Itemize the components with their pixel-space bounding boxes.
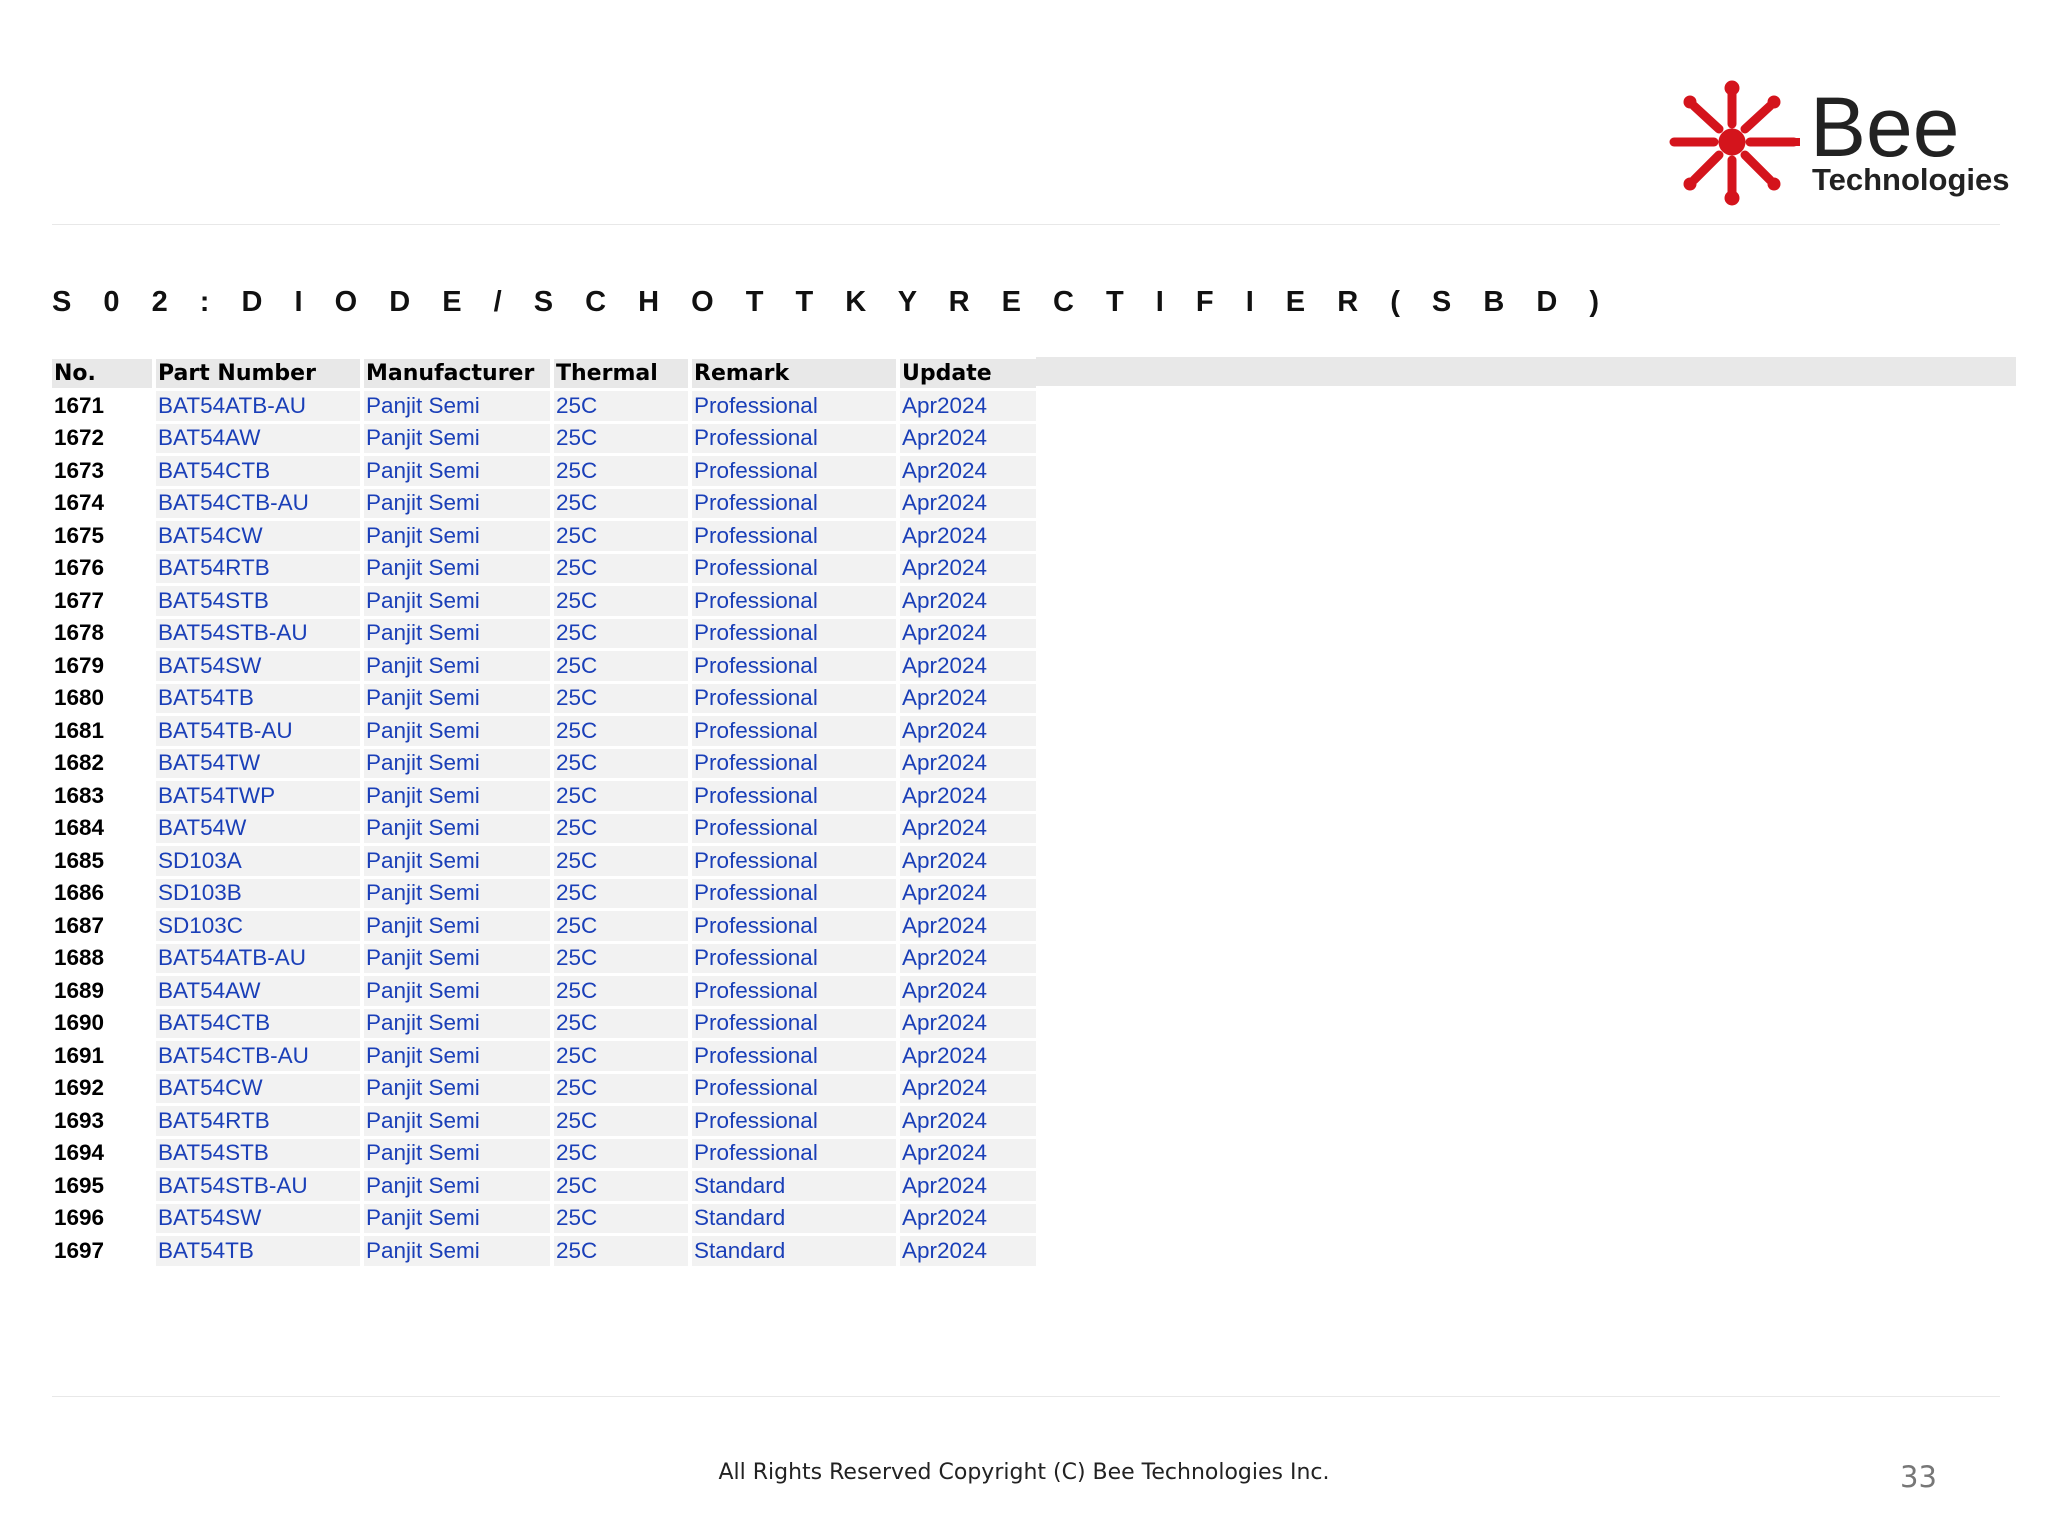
cell-part-number[interactable]: SD103C bbox=[156, 911, 360, 941]
cell-no: 1692 bbox=[54, 1075, 105, 1100]
cell-update[interactable]: Apr2024 bbox=[900, 1041, 1036, 1071]
cell-no: 1674 bbox=[54, 490, 105, 515]
cell-update[interactable]: Apr2024 bbox=[900, 391, 1036, 421]
cell-manufacturer[interactable]: Panjit Semi bbox=[364, 424, 550, 454]
cell-no: 1686 bbox=[54, 880, 105, 905]
cell-part-number[interactable]: BAT54CTB-AU bbox=[156, 489, 360, 519]
cell-no: 1694 bbox=[54, 1140, 105, 1165]
table-body bbox=[52, 391, 1036, 1266]
table-row bbox=[52, 814, 1036, 844]
cell-remark[interactable]: Professional bbox=[692, 1041, 896, 1071]
cell-no: 1685 bbox=[54, 847, 105, 873]
cell-manufacturer[interactable]: Panjit Semi bbox=[364, 684, 550, 714]
cell-remark[interactable]: Professional bbox=[692, 1009, 896, 1039]
cell-no: 1675 bbox=[54, 522, 105, 548]
cell-update[interactable]: Apr2024 bbox=[900, 521, 1036, 551]
cell-manufacturer[interactable]: Panjit Semi bbox=[364, 651, 550, 681]
cell-no: 1679 bbox=[54, 652, 105, 678]
cell-update[interactable]: Apr2024 bbox=[900, 424, 1036, 454]
cell-manufacturer[interactable]: Panjit Semi bbox=[364, 814, 550, 844]
cell-part-number[interactable]: BAT54STB bbox=[156, 586, 360, 616]
cell-thermal[interactable]: 25C bbox=[554, 879, 688, 909]
cell-remark[interactable]: Professional bbox=[692, 1106, 896, 1136]
cell-manufacturer[interactable]: Panjit Semi bbox=[364, 489, 550, 519]
cell-manufacturer[interactable]: Panjit Semi bbox=[364, 976, 550, 1006]
table-row bbox=[52, 944, 1036, 974]
cell-thermal[interactable]: 25C bbox=[554, 944, 688, 974]
bee-logo-graphic bbox=[1660, 80, 2020, 210]
cell-part-number[interactable]: BAT54CW bbox=[156, 1074, 360, 1104]
cell-thermal[interactable]: 25C bbox=[554, 651, 688, 681]
cell-no: 1697 bbox=[54, 1237, 105, 1263]
cell-manufacturer[interactable]: Panjit Semi bbox=[364, 1074, 550, 1104]
cell-thermal[interactable]: 25C bbox=[554, 1106, 688, 1136]
cell-update[interactable]: Apr2024 bbox=[900, 1204, 1036, 1234]
cell-no: 1687 bbox=[54, 912, 105, 938]
table-row bbox=[52, 684, 1036, 714]
table-row bbox=[52, 456, 1036, 486]
cell-manufacturer[interactable]: Panjit Semi bbox=[364, 781, 550, 811]
table-row bbox=[52, 749, 1036, 779]
column-header-remark: Remark bbox=[692, 359, 896, 388]
cell-part-number[interactable]: BAT54TB bbox=[156, 684, 360, 714]
cell-thermal[interactable]: 25C bbox=[554, 1009, 688, 1039]
table-row bbox=[52, 1041, 1036, 1071]
cell-manufacturer[interactable]: Panjit Semi bbox=[364, 1106, 550, 1136]
table-row bbox=[52, 489, 1036, 519]
cell-remark[interactable]: Professional bbox=[692, 749, 896, 779]
cell-thermal[interactable]: 25C bbox=[554, 489, 688, 519]
cell-part-number[interactable]: BAT54SW bbox=[156, 1204, 360, 1234]
cell-part-number[interactable]: BAT54CTB bbox=[156, 1009, 360, 1039]
cell-remark[interactable]: Professional bbox=[692, 521, 896, 551]
cell-update[interactable]: Apr2024 bbox=[900, 1171, 1036, 1201]
copyright-text: All Rights Reserved Copyright (C) Bee Technologies Inc. bbox=[718, 1460, 1330, 1485]
cell-remark[interactable]: Professional bbox=[692, 391, 896, 421]
cell-thermal[interactable]: 25C bbox=[554, 456, 688, 486]
cell-no: 1684 bbox=[54, 815, 105, 840]
cell-remark[interactable]: Professional bbox=[692, 879, 896, 909]
cell-thermal[interactable]: 25C bbox=[554, 749, 688, 779]
logo-word: Bee bbox=[1810, 80, 1960, 174]
cell-thermal[interactable]: 25C bbox=[554, 521, 688, 551]
table-row bbox=[52, 781, 1036, 811]
table-row bbox=[52, 1171, 1036, 1201]
column-header-part-number: Part Number bbox=[156, 359, 360, 388]
cell-no: 1671 bbox=[54, 392, 105, 418]
cell-update[interactable]: Apr2024 bbox=[900, 749, 1036, 779]
cell-manufacturer[interactable]: Panjit Semi bbox=[364, 846, 550, 876]
header-divider bbox=[52, 224, 2000, 225]
cell-remark[interactable]: Standard bbox=[692, 1236, 896, 1266]
cell-remark[interactable]: Professional bbox=[692, 456, 896, 486]
table-row bbox=[52, 391, 1036, 421]
cell-part-number[interactable]: BAT54TB bbox=[156, 1236, 360, 1266]
cell-part-number[interactable]: BAT54SW bbox=[156, 651, 360, 681]
page-number: 33 bbox=[1900, 1460, 1937, 1494]
cell-part-number[interactable]: BAT54AW bbox=[156, 976, 360, 1006]
cell-thermal[interactable]: 25C bbox=[554, 716, 688, 746]
cell-remark[interactable]: Professional bbox=[692, 846, 896, 876]
cell-part-number[interactable]: BAT54CTB bbox=[156, 456, 360, 486]
footer-divider bbox=[52, 1396, 2000, 1397]
cell-remark[interactable]: Standard bbox=[692, 1171, 896, 1201]
table-row bbox=[52, 1236, 1036, 1266]
cell-manufacturer[interactable]: Panjit Semi bbox=[364, 1171, 550, 1201]
cell-thermal[interactable]: 25C bbox=[554, 1041, 688, 1071]
cell-remark[interactable]: Professional bbox=[692, 976, 896, 1006]
parts-table bbox=[48, 356, 1040, 1269]
cell-part-number[interactable]: BAT54CTB-AU bbox=[156, 1041, 360, 1071]
column-header-no: No. bbox=[52, 359, 152, 388]
table-row bbox=[52, 1106, 1036, 1136]
table-row bbox=[52, 879, 1036, 909]
cell-manufacturer[interactable]: Panjit Semi bbox=[364, 521, 550, 551]
starburst-icon bbox=[1674, 81, 1800, 205]
cell-update[interactable]: Apr2024 bbox=[900, 911, 1036, 941]
cell-manufacturer[interactable]: Panjit Semi bbox=[364, 586, 550, 616]
cell-part-number[interactable]: BAT54TWP bbox=[156, 781, 360, 811]
column-header-manufacturer: Manufacturer bbox=[364, 359, 550, 388]
cell-thermal[interactable]: 25C bbox=[554, 1236, 688, 1266]
cell-part-number[interactable]: BAT54ATB-AU bbox=[156, 391, 360, 421]
cell-no: 1690 bbox=[54, 1010, 105, 1035]
table-row bbox=[52, 846, 1036, 876]
table-row bbox=[52, 716, 1036, 746]
cell-part-number[interactable]: BAT54CW bbox=[156, 521, 360, 551]
cell-part-number[interactable]: BAT54RTB bbox=[156, 554, 360, 584]
cell-remark[interactable]: Professional bbox=[692, 651, 896, 681]
cell-thermal[interactable]: 25C bbox=[554, 911, 688, 941]
cell-update[interactable]: Apr2024 bbox=[900, 684, 1036, 714]
cell-manufacturer[interactable]: Panjit Semi bbox=[364, 456, 550, 486]
cell-update[interactable]: Apr2024 bbox=[900, 554, 1036, 584]
table-row bbox=[52, 651, 1036, 681]
cell-remark[interactable]: Professional bbox=[692, 911, 896, 941]
cell-thermal[interactable]: 25C bbox=[554, 554, 688, 584]
cell-no: 1693 bbox=[54, 1107, 105, 1133]
section-title: S 0 2 : D I O D E / S C H O T T K Y R E C T I F I E R ( S B D ) bbox=[52, 286, 1611, 318]
cell-no: 1673 bbox=[54, 457, 105, 483]
cell-manufacturer[interactable]: Panjit Semi bbox=[364, 1236, 550, 1266]
cell-part-number[interactable]: SD103B bbox=[156, 879, 360, 909]
cell-part-number[interactable]: BAT54TW bbox=[156, 749, 360, 779]
cell-no: 1680 bbox=[54, 685, 105, 710]
cell-part-number[interactable]: BAT54STB-AU bbox=[156, 1171, 360, 1201]
cell-remark[interactable]: Professional bbox=[692, 424, 896, 454]
cell-update[interactable]: Apr2024 bbox=[900, 586, 1036, 616]
cell-no: 1688 bbox=[54, 945, 105, 970]
cell-remark[interactable]: Professional bbox=[692, 1074, 896, 1104]
cell-no: 1682 bbox=[54, 750, 105, 775]
cell-thermal[interactable]: 25C bbox=[554, 424, 688, 454]
cell-part-number[interactable]: BAT54STB bbox=[156, 1139, 360, 1169]
cell-update[interactable]: Apr2024 bbox=[900, 814, 1036, 844]
cell-part-number[interactable]: SD103A bbox=[156, 846, 360, 876]
cell-update[interactable]: Apr2024 bbox=[900, 781, 1036, 811]
column-header-update: Update bbox=[900, 359, 1036, 388]
cell-no: 1676 bbox=[54, 555, 105, 580]
table-row bbox=[52, 619, 1036, 649]
cell-update[interactable]: Apr2024 bbox=[900, 456, 1036, 486]
cell-update[interactable]: Apr2024 bbox=[900, 1009, 1036, 1039]
cell-manufacturer[interactable]: Panjit Semi bbox=[364, 391, 550, 421]
table-header-band bbox=[1036, 357, 2016, 386]
cell-thermal[interactable]: 25C bbox=[554, 1139, 688, 1169]
table-row bbox=[52, 521, 1036, 551]
cell-manufacturer[interactable]: Panjit Semi bbox=[364, 1041, 550, 1071]
cell-manufacturer[interactable]: Panjit Semi bbox=[364, 716, 550, 746]
cell-remark[interactable]: Professional bbox=[692, 586, 896, 616]
table-row bbox=[52, 1204, 1036, 1234]
cell-remark[interactable]: Standard bbox=[692, 1204, 896, 1234]
cell-thermal[interactable]: 25C bbox=[554, 391, 688, 421]
cell-update[interactable]: Apr2024 bbox=[900, 944, 1036, 974]
cell-update[interactable]: Apr2024 bbox=[900, 846, 1036, 876]
cell-remark[interactable]: Professional bbox=[692, 619, 896, 649]
cell-update[interactable]: Apr2024 bbox=[900, 1074, 1036, 1104]
cell-part-number[interactable]: BAT54AW bbox=[156, 424, 360, 454]
cell-remark[interactable]: Professional bbox=[692, 554, 896, 584]
table-row bbox=[52, 976, 1036, 1006]
cell-update[interactable]: Apr2024 bbox=[900, 879, 1036, 909]
cell-manufacturer[interactable]: Panjit Semi bbox=[364, 911, 550, 941]
cell-remark[interactable]: Professional bbox=[692, 1139, 896, 1169]
cell-part-number[interactable]: BAT54W bbox=[156, 814, 360, 844]
table-row bbox=[52, 424, 1036, 454]
cell-update[interactable]: Apr2024 bbox=[900, 619, 1036, 649]
cell-no: 1695 bbox=[54, 1172, 105, 1198]
cell-thermal[interactable]: 25C bbox=[554, 1171, 688, 1201]
cell-no: 1691 bbox=[54, 1042, 105, 1068]
cell-manufacturer[interactable]: Panjit Semi bbox=[364, 749, 550, 779]
cell-no: 1683 bbox=[54, 782, 105, 808]
cell-manufacturer[interactable]: Panjit Semi bbox=[364, 944, 550, 974]
table-row bbox=[52, 554, 1036, 584]
cell-remark[interactable]: Professional bbox=[692, 944, 896, 974]
cell-manufacturer[interactable]: Panjit Semi bbox=[364, 619, 550, 649]
cell-thermal[interactable]: 25C bbox=[554, 586, 688, 616]
cell-no: 1678 bbox=[54, 620, 105, 645]
cell-part-number[interactable]: BAT54ATB-AU bbox=[156, 944, 360, 974]
cell-thermal[interactable]: 25C bbox=[554, 1074, 688, 1104]
cell-update[interactable]: Apr2024 bbox=[900, 1106, 1036, 1136]
table-header-row bbox=[52, 359, 1036, 388]
cell-no: 1696 bbox=[54, 1205, 105, 1230]
cell-manufacturer[interactable]: Panjit Semi bbox=[364, 1139, 550, 1169]
cell-remark[interactable]: Professional bbox=[692, 814, 896, 844]
cell-update[interactable]: Apr2024 bbox=[900, 489, 1036, 519]
cell-no: 1689 bbox=[54, 977, 105, 1003]
cell-manufacturer[interactable]: Panjit Semi bbox=[364, 879, 550, 909]
cell-part-number[interactable]: BAT54RTB bbox=[156, 1106, 360, 1136]
cell-remark[interactable]: Professional bbox=[692, 489, 896, 519]
cell-thermal[interactable]: 25C bbox=[554, 619, 688, 649]
cell-thermal[interactable]: 25C bbox=[554, 976, 688, 1006]
table-row bbox=[52, 1139, 1036, 1169]
table-row bbox=[52, 586, 1036, 616]
cell-remark[interactable]: Professional bbox=[692, 716, 896, 746]
cell-update[interactable]: Apr2024 bbox=[900, 1236, 1036, 1266]
cell-thermal[interactable]: 25C bbox=[554, 781, 688, 811]
table-row bbox=[52, 1074, 1036, 1104]
cell-no: 1677 bbox=[54, 587, 105, 613]
cell-update[interactable]: Apr2024 bbox=[900, 651, 1036, 681]
cell-thermal[interactable]: 25C bbox=[554, 846, 688, 876]
cell-remark[interactable]: Professional bbox=[692, 781, 896, 811]
cell-no: 1672 bbox=[54, 425, 105, 450]
cell-manufacturer[interactable]: Panjit Semi bbox=[364, 1204, 550, 1234]
table-row bbox=[52, 1009, 1036, 1039]
cell-update[interactable]: Apr2024 bbox=[900, 716, 1036, 746]
cell-update[interactable]: Apr2024 bbox=[900, 976, 1036, 1006]
cell-manufacturer[interactable]: Panjit Semi bbox=[364, 554, 550, 584]
cell-part-number[interactable]: BAT54STB-AU bbox=[156, 619, 360, 649]
cell-no: 1681 bbox=[54, 717, 105, 743]
cell-part-number[interactable]: BAT54TB-AU bbox=[156, 716, 360, 746]
cell-thermal[interactable]: 25C bbox=[554, 814, 688, 844]
cell-update[interactable]: Apr2024 bbox=[900, 1139, 1036, 1169]
logo-subword: Technologies bbox=[1812, 162, 2010, 197]
column-header-thermal: Thermal bbox=[554, 359, 688, 388]
cell-manufacturer[interactable]: Panjit Semi bbox=[364, 1009, 550, 1039]
table-row bbox=[52, 911, 1036, 941]
bee-technologies-logo bbox=[1660, 80, 2020, 210]
cell-remark[interactable]: Professional bbox=[692, 684, 896, 714]
cell-thermal[interactable]: 25C bbox=[554, 684, 688, 714]
cell-thermal[interactable]: 25C bbox=[554, 1204, 688, 1234]
